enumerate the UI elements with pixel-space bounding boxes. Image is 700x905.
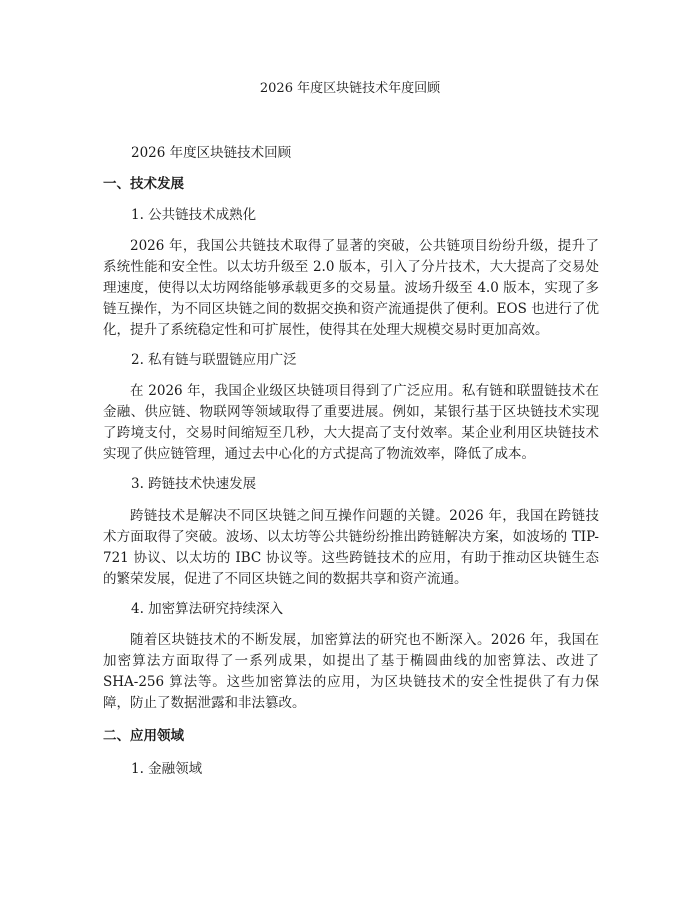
paragraph-cross-chain: 跨链技术是解决不同区块链之间互操作问题的关键。2026 年，我国在跨链技术方面取得了突破。波场、以太坊等公共链纷纷推出跨链解决方案，如波场的 TIP-721 协议、以太坊的 IBC 协议等。这些跨链技术的应用，有助于推动区块链生态的繁荣发展，促进了不同区块链之间的数据共享和资产流通。 (103, 508, 599, 587)
section-heading-application-fields: 二、应用领域 (103, 728, 184, 744)
item-heading-encryption: 4. 加密算法研究持续深入 (131, 601, 284, 617)
section-heading-tech-development: 一、技术发展 (103, 176, 184, 192)
item-heading-public-chain: 1. 公共链技术成熟化 (131, 207, 257, 223)
paragraph-public-chain: 2026 年，我国公共链技术取得了显著的突破，公共链项目纷纷升级，提升了系统性能和安全性。以太坊升级至 2.0 版本，引入了分片技术，大大提高了交易处理速度，使得以太坊网络能够承载更多的交易量。波场升级至 4.0 版本，实现了多链互操作，为不同区块链之间的数据交换和资产流通提供了便利。EOS 也进行了优化，提升了系统稳定性和可扩展性，使得其在处理大规模交易时更加高效。 (103, 238, 599, 338)
paragraph-encryption: 随着区块链技术的不断发展，加密算法的研究也不断深入。2026 年，我国在加密算法方面取得了一系列成果，如提出了基于椭圆曲线的加密算法、改进了 SHA-256 算法等。这些加密算法的应用，为区块链技术的安全性提供了有力保障，防止了数据泄露和非法篡改。 (103, 632, 599, 711)
item-heading-finance: 1. 金融领域 (131, 761, 203, 777)
item-heading-cross-chain: 3. 跨链技术快速发展 (131, 476, 257, 492)
item-heading-private-consortium-chain: 2. 私有链与联盟链应用广泛 (131, 352, 297, 368)
paragraph-private-consortium-chain: 在 2026 年，我国企业级区块链项目得到了广泛应用。私有链和联盟链技术在金融、供应链、物联网等领域取得了重要进展。例如，某银行基于区块链技术实现了跨境支付，交易时间缩短至几秒，大大提高了支付效率。某企业利用区块链技术实现了供应链管理，通过去中心化的方式提高了物流效率，降低了成本。 (103, 383, 599, 462)
document-subtitle: 2026 年度区块链技术回顾 (131, 145, 292, 161)
document-title: 2026 年度区块链技术年度回顾 (259, 81, 441, 96)
